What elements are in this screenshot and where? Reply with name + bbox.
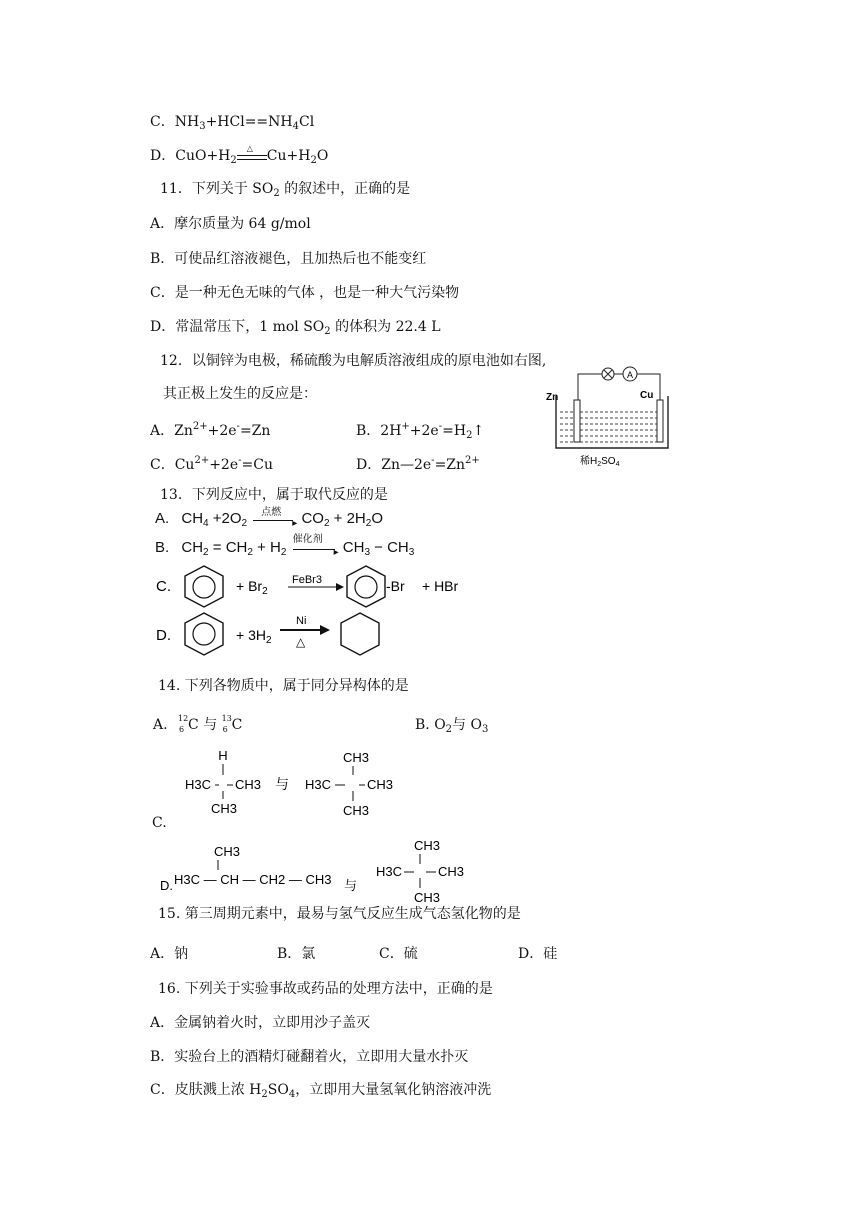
zinc-electrode: [574, 400, 580, 442]
svg-text:H3C: H3C: [376, 864, 403, 879]
q11-option-b: B．可使品红溶液褪色，且加热后也不能变红: [150, 251, 427, 267]
q14-stem: 14. 下列各物质中，属于同分异构体的是: [158, 678, 409, 694]
q14-option-c-structures: [175, 747, 405, 823]
q10-option-d: D．$CuO+H_2$ △ $Cu+H_2O$: [150, 144, 329, 166]
q16-option-a: A．金属钠着火时，立即用沙子盖灭: [150, 1015, 371, 1031]
isopentane-structure: [174, 844, 331, 887]
q13d-reagent: + $3H_2$: [236, 627, 272, 646]
q14-option-c-label: C.: [152, 815, 167, 831]
svg-text:H3C — CH — CH2 — CH3: H3C — CH — CH2 — CH3: [174, 872, 332, 887]
benzene-ring-icon: [185, 613, 223, 655]
option-label: C．: [150, 114, 175, 130]
q13d-heat: △: [296, 635, 306, 649]
q12-stem-line1: 12．以铜锌为电极，稀硫酸为电解质溶液组成的原电池如右图,: [160, 353, 547, 369]
q15-stem: 15. 第三周期元素中，最易与氢气反应生成气态氢化物的是: [158, 906, 521, 922]
svg-text:CH3: CH3: [343, 803, 370, 818]
svg-text:H3C: H3C: [185, 777, 212, 792]
q13-option-d: [150, 610, 400, 660]
svg-text:CH3: CH3: [214, 844, 241, 859]
q13-option-b: B. $CH_2 = CH_2 + H_2$ 催化剂 ▸ $CH_3 - CH_3$: [155, 534, 415, 558]
galvanic-cell-figure: [540, 360, 670, 472]
q11-option-d: D．常温常压下，1 mol $SO_2$ 的体积为 22.4 L: [150, 319, 441, 337]
q13d-catalyst: Ni: [296, 615, 307, 627]
q10-option-c: C．$NH_3+HCl==NH_4Cl$: [150, 114, 315, 132]
svg-text:D.: D.: [156, 627, 171, 644]
isobutane-like-structure: [305, 750, 393, 818]
q16-stem: 16. 下列关于实验事故或药品的处理方法中，正确的是: [158, 981, 493, 997]
q14-option-d-label: D.: [160, 878, 173, 893]
reaction-arrow: 催化剂 ▸: [292, 534, 339, 558]
q14c-connector: 与: [275, 776, 289, 792]
q12-stem-line2: 其正极上发生的反应是：: [163, 386, 317, 402]
zinc-electrode-label: Zn: [546, 392, 559, 403]
q14-option-d-structures: [158, 836, 488, 908]
q13c-reagent: + $Br_2$: [236, 578, 268, 597]
svg-text:CH3: CH3: [235, 777, 262, 792]
q13-stem: 13．下列反应中，属于取代反应的是: [160, 487, 388, 503]
q14-option-a: A. 12 6 C 与 13 6 C: [153, 714, 243, 734]
svg-text:CH3: CH3: [367, 777, 394, 792]
q12-option-b: B．$2H^++2e^-=H_2↑$: [356, 421, 485, 441]
q13c-byproduct: + HBr: [422, 578, 459, 594]
q13-option-c: [150, 563, 490, 611]
q15-option-d: D．硅: [518, 946, 558, 962]
q11-option-c: C．是一种无色无味的气体 ，也是一种大气污染物: [150, 285, 460, 301]
electrolyte-caption: 稀$H_2SO_4$: [580, 456, 620, 468]
cyclohexane-ring-icon: [341, 613, 379, 655]
svg-text:CH3: CH3: [414, 838, 441, 853]
neopentane-structure: [376, 838, 464, 905]
propane-structure: [185, 748, 261, 816]
q14d-connector: 与: [344, 878, 358, 893]
svg-text:C.: C.: [156, 578, 171, 595]
svg-text:CH3: CH3: [343, 750, 370, 765]
q15-option-c: C．硫: [379, 946, 418, 962]
copper-electrode: [657, 400, 663, 442]
q16-option-c: C．皮肤溅上浓 $H_2SO_4$，立即用大量氢氧化钠溶液冲洗: [150, 1082, 492, 1100]
q14-option-b: B. $O_2$与 $O_3$: [415, 717, 489, 735]
bromo-substituent: -Br: [386, 578, 405, 594]
q13c-catalyst: FeBr3: [292, 574, 322, 586]
copper-electrode-label: Cu: [640, 390, 654, 401]
svg-text:H3C: H3C: [305, 777, 332, 792]
svg-text:H: H: [218, 748, 228, 763]
beaker: [556, 396, 668, 448]
heating-equals-sign: △: [237, 147, 267, 165]
svg-text:CH3: CH3: [211, 801, 238, 816]
nuclide-c12: 12 6: [178, 714, 189, 734]
q11-stem: 11．下列关于 $SO_2$ 的叙述中，正确的是: [160, 181, 411, 199]
benzene-ring-icon: [347, 566, 385, 607]
q12-option-c: C．$Cu^{2+}+2e^-=Cu$: [150, 455, 273, 473]
q12-option-d: D．$Zn—2e^-=Zn^{2+}$: [356, 455, 480, 473]
benzene-ring-icon: [185, 566, 223, 607]
arrow-head-icon: [336, 583, 344, 591]
q13-option-a: A. $CH_4 +2O_2$ 点燃 ▸ $CO_2 + 2H_2O$: [155, 507, 384, 529]
arrow-head-icon: [320, 625, 330, 635]
q12-option-a: A．$Zn^{2+}+2e^-=Zn$: [150, 421, 271, 439]
reaction-arrow: 点燃 ▸: [251, 510, 297, 528]
svg-text:CH3: CH3: [414, 890, 441, 905]
nuclide-c13: 13 6: [221, 714, 232, 734]
q15-option-b: B．氯: [277, 946, 316, 962]
svg-text:CH3: CH3: [438, 864, 465, 879]
svg-text:A: A: [626, 370, 634, 380]
q16-option-b: B．实验台上的酒精灯碰翻着火，立即用大量水扑灭: [150, 1049, 469, 1065]
q11-option-a: A．摩尔质量为 64 g/mol: [150, 216, 311, 232]
q15-option-a: A．钠: [150, 946, 189, 962]
